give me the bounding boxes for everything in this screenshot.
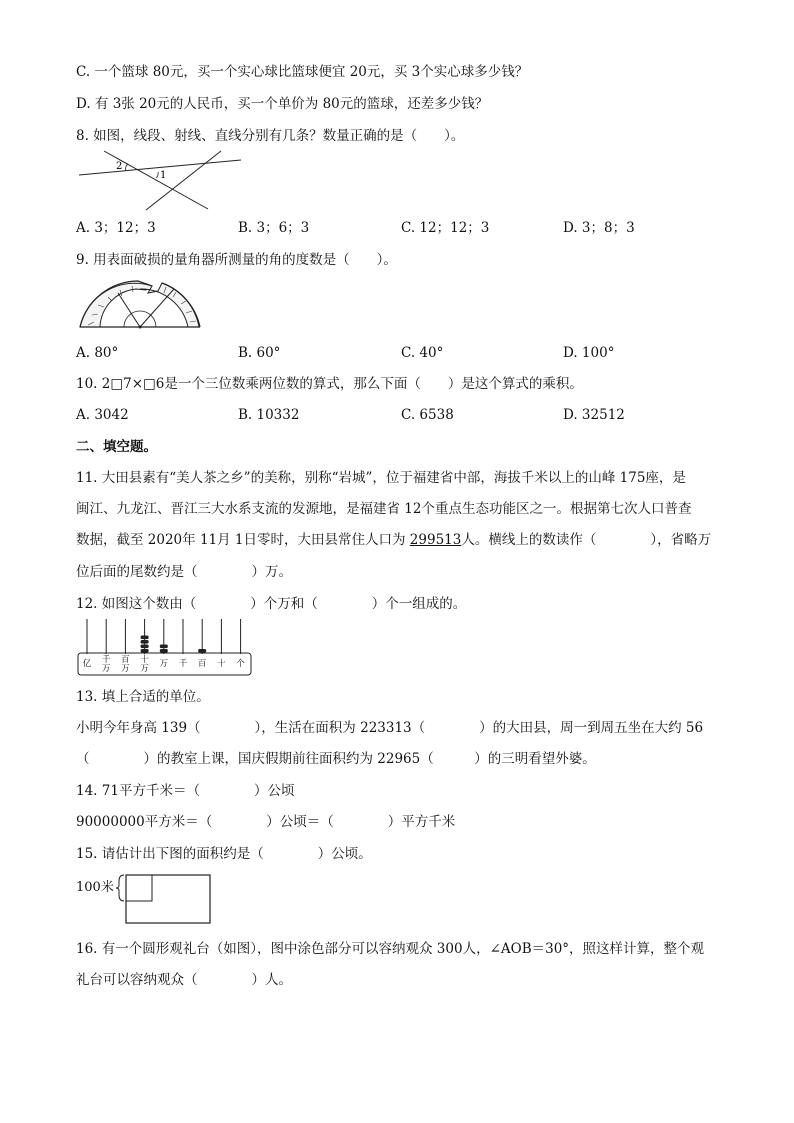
- section-title: 二、填空题。: [76, 439, 157, 455]
- q8-option-b: B. 3；6；3: [238, 220, 310, 236]
- abacus-place-label: 亿: [82, 659, 92, 669]
- q7-option-c: C. 一个篮球 80元，买一个实心球比篮球便宜 20元，买 3个实心球多少钱？: [76, 64, 529, 80]
- abacus-bead: [141, 640, 149, 644]
- q11-line4: 位后面的尾数约是（ ）万。: [76, 564, 292, 580]
- q15-figure-label: 100米: [76, 880, 114, 895]
- q13-stem: 13. 填上合适的单位。: [76, 689, 210, 705]
- q10-stem: 10. 2□7×□6是一个三位数乘两位数的算式，那么下面（ ）是这个算式的乘积。: [76, 376, 583, 392]
- abacus-bead: [160, 645, 168, 649]
- abacus-place-label: 千: [178, 659, 188, 669]
- abacus-place-label: 万: [159, 659, 169, 669]
- q14-line1: 14. 71平方千米＝（ ）公顷: [76, 783, 295, 799]
- q15-area-figure: [114, 873, 214, 925]
- abacus-bead: [141, 649, 149, 653]
- q8-option-d: D. 3；8；3: [563, 220, 635, 236]
- q10-option-a: A. 3042: [76, 407, 129, 423]
- q16-line2: 礼台可以容纳观众（ ）人。: [76, 972, 292, 988]
- q14-line2: 90000000平方米＝（ ）公顷＝（ ）平方千米: [76, 814, 456, 830]
- q13-line1: 小明今年身高 139（ ），生活在面积为 223313（ ）的大田县，周一到周五坐在大约 56: [76, 720, 704, 736]
- q8-angle-label-2: 2: [116, 161, 123, 172]
- abacus-place-label: 十: [217, 659, 226, 669]
- abacus-bead: [141, 636, 149, 640]
- abacus-place-label: 个: [236, 659, 245, 669]
- abacus-bead: [160, 649, 168, 653]
- abacus-place-label: 千 万: [101, 655, 111, 674]
- q8-angle-label-1: 1: [160, 170, 167, 181]
- q8-lines-figure: [76, 148, 246, 213]
- q11-line3: 数据，截至 2020年 11月 1日零时，大田县常住人口为 299513人。横线上的数读作（ ），省略万: [76, 532, 712, 548]
- q16-line1: 16. 有一个圆形观礼台（如图），图中涂色部分可以容纳观众 300人，∠AOB＝30°，照这样计算，整个观: [76, 941, 705, 957]
- q9-option-a: A. 80°: [76, 345, 119, 361]
- q9-option-c: C. 40°: [401, 345, 444, 361]
- abacus-bead: [198, 649, 206, 653]
- abacus-bead: [141, 645, 149, 649]
- underlined-number: 299513: [409, 532, 462, 548]
- abacus-figure: [77, 619, 253, 677]
- q11-line1: 11. 大田县素有“美人茶之乡”的美称，别称“岩城”，位于福建省中部，海拔千米以上的山峰 175座，是: [76, 470, 686, 486]
- q8-option-c: C. 12；12；3: [401, 220, 490, 236]
- abacus-place-label: 百: [197, 659, 207, 669]
- q10-option-c: C. 6538: [401, 407, 454, 423]
- q10-option-b: B. 10332: [238, 407, 300, 423]
- abacus-place-label: 百 万: [121, 655, 130, 674]
- q13-line2: （ ）的教室上课，国庆假期前往面积约为 22965（ ）的三明看望外婆。: [76, 751, 596, 767]
- q10-option-d: D. 32512: [563, 407, 625, 423]
- q9-stem: 9. 用表面破损的量角器所测量的角的度数是（ ）。: [76, 252, 397, 268]
- q11-line2: 闽江、九龙江、晋江三大水系支流的发源地，是福建省 12个重点生态功能区之一。根据第七次人口普查: [76, 501, 692, 517]
- q9-option-b: B. 60°: [238, 345, 281, 361]
- q12-stem: 12. 如图这个数由（ ）个万和（ ）个一组成的。: [76, 596, 467, 612]
- q8-stem: 8. 如图，线段、射线、直线分别有几条？数量正确的是（ ）。: [76, 128, 465, 144]
- q7-option-d: D. 有 3张 20元的人民币，买一个单价为 80元的篮球，还差多少钱？: [76, 96, 489, 112]
- q8-option-a: A. 3；12；3: [76, 220, 156, 236]
- abacus-place-label: 十 万: [140, 655, 149, 674]
- q9-broken-protractor-figure: [78, 277, 202, 333]
- q9-option-d: D. 100°: [563, 345, 615, 361]
- q15-stem: 15. 请估计出下图的面积约是（ ）公顷。: [76, 846, 372, 862]
